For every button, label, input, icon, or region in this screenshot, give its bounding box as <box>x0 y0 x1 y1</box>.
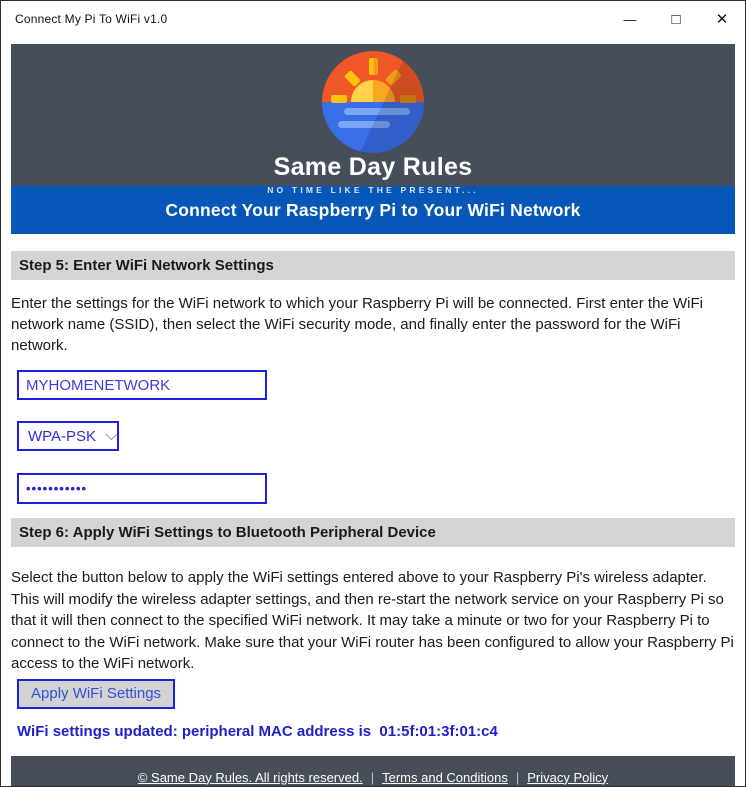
banner-title: Connect Your Raspberry Pi to Your WiFi Network <box>165 199 581 220</box>
copyright-link[interactable]: © Same Day Rules. All rights reserved. <box>137 769 363 785</box>
brand-tagline: NO TIME LIKE THE PRESENT... <box>267 185 479 195</box>
security-mode-select[interactable] <box>17 421 119 451</box>
chevron-down-icon <box>106 429 117 440</box>
window-controls <box>607 1 745 37</box>
footer <box>11 756 735 787</box>
minimize-icon: — <box>623 11 637 27</box>
privacy-link[interactable]: Privacy Policy <box>527 769 609 785</box>
maximize-button[interactable] <box>653 1 699 37</box>
close-button[interactable] <box>699 1 745 37</box>
close-icon: ✕ <box>715 11 729 28</box>
step5-description: Enter the settings for the WiFi network to which your Raspberry Pi will be connected. First enter the WiFi network name (SSID), then select the WiFi security mode, and finally enter the password for the WiFi network. <box>11 295 703 354</box>
brand-header <box>11 44 735 195</box>
step5-heading: Step 5: Enter WiFi Network Settings <box>19 257 274 274</box>
apply-wifi-settings-button[interactable]: Apply WiFi Settings <box>17 679 175 709</box>
security-mode-value: WPA-PSK <box>28 427 97 445</box>
titlebar <box>1 1 745 37</box>
password-input[interactable] <box>17 473 267 504</box>
logo-diagonal-shade <box>322 51 424 153</box>
maximize-icon: □ <box>671 10 681 28</box>
step6-description: Select the button below to apply the WiFi settings entered above to your Raspberry Pi's wireless adapter. This will modify the wireless adapter settings, and then re-start the network service on your Raspberry Pi so that it will then connect to the specified WiFi network. It may take a minute or two for your Raspberry Pi to connect to the WiFi network. Make sure that your WiFi router has been configured to allow your Raspberry Pi access to the WiFi network. <box>11 569 734 672</box>
window-title: Connect My Pi To WiFi v1.0 <box>15 12 168 26</box>
step6-header-bar <box>11 518 735 547</box>
status-message: WiFi settings updated: peripheral MAC address is 01:5f:01:3f:01:c4 <box>17 722 498 740</box>
sunset-over-water-icon <box>322 51 424 153</box>
minimize-button[interactable] <box>607 1 653 37</box>
footer-separator: | <box>370 769 375 785</box>
page-content <box>11 44 735 787</box>
step6-heading: Step 6: Apply WiFi Settings to Bluetooth Peripheral Device <box>19 524 436 541</box>
footer-separator: | <box>515 769 520 785</box>
brand-name: Same Day Rules <box>273 153 473 181</box>
terms-link[interactable]: Terms and Conditions <box>382 769 508 785</box>
ssid-input[interactable] <box>17 370 267 400</box>
step5-header-bar <box>11 251 735 280</box>
